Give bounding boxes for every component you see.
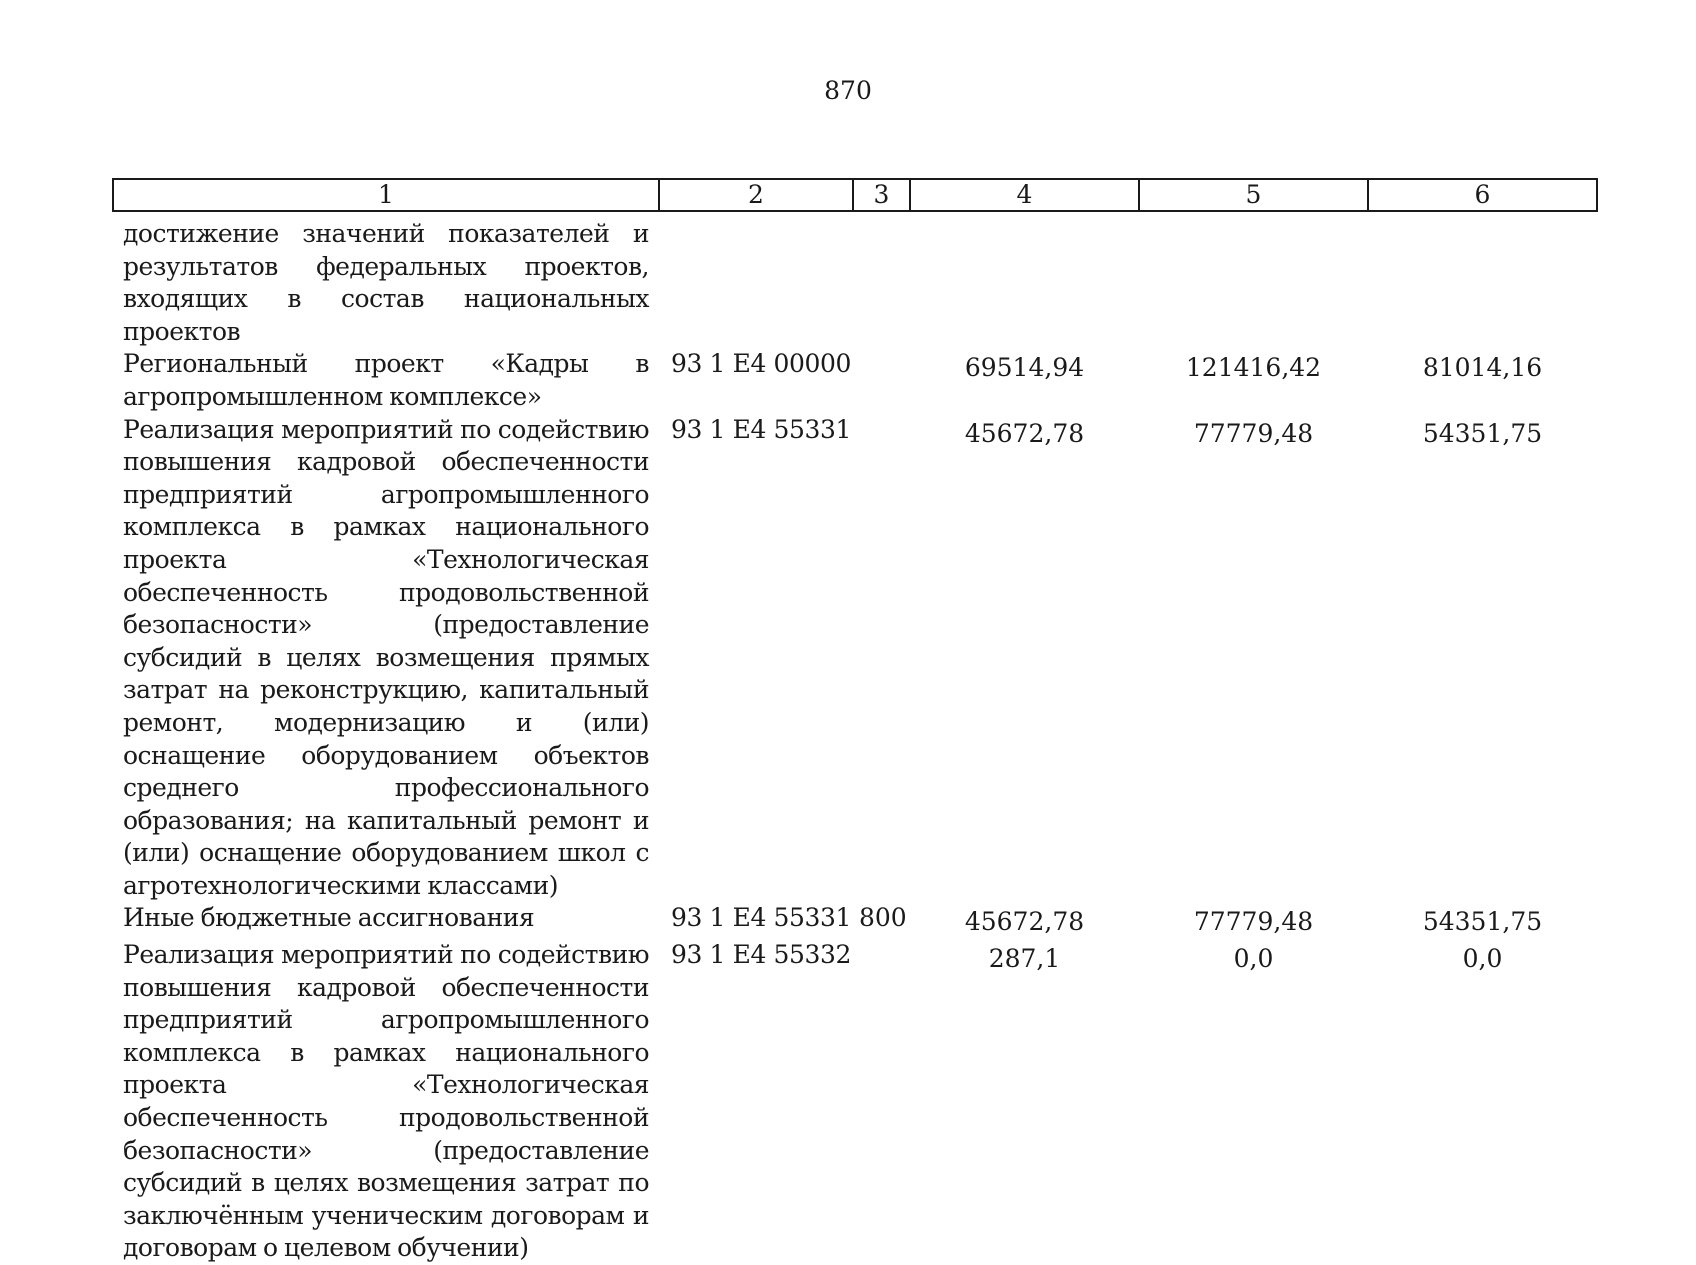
table-row xyxy=(113,348,1597,413)
row-value-4: 45672,78 xyxy=(964,907,1085,937)
row-value-6: 54351,75 xyxy=(1422,907,1543,937)
page-number: 870 xyxy=(824,76,872,105)
row-value-4: 287,1 xyxy=(988,944,1061,974)
row-code: 93 1 Е4 55331 xyxy=(671,414,852,444)
table-row xyxy=(113,211,1597,348)
budget-table xyxy=(112,178,1598,1265)
column-header: 1 xyxy=(113,179,659,211)
row-code: 93 1 Е4 00000 xyxy=(671,349,852,379)
row-value-5: 77779,48 xyxy=(1193,418,1314,448)
row-value-5 xyxy=(1139,211,1368,348)
row-value-5: 0,0 xyxy=(1233,944,1274,974)
column-header: 6 xyxy=(1368,179,1597,211)
row-name: достижение значений показателей и результатов федеральных проектов, входящих в состав национальных проектов xyxy=(123,219,649,346)
table-row xyxy=(113,939,1597,1265)
row-value-5: 121416,42 xyxy=(1185,353,1322,383)
row-value-6: 81014,16 xyxy=(1422,353,1543,383)
column-header: 5 xyxy=(1139,179,1368,211)
row-name: Реализация мероприятий по содействию повышения кадровой обеспеченности предприятий агропромышленного комплекса в рамках национального проекта «Технологическая обеспеченность продовольственной безопасности» (предоставление субсидий в целях возмещения прямых затрат на реконструкцию, капитальный ремонт, модернизацию и (или) оснащение оборудованием объектов среднего профессионального образования; на капитальный ремонт и (или) оснащение оборудованием школ с агротехнологическими классами) xyxy=(123,414,649,900)
row-value-4: 69514,94 xyxy=(964,353,1085,383)
row-code xyxy=(659,211,853,348)
row-value-4 xyxy=(910,211,1139,348)
row-value-6 xyxy=(1368,211,1597,348)
column-header: 4 xyxy=(910,179,1139,211)
row-expense-type xyxy=(853,348,910,413)
row-code: 93 1 Е4 55331 xyxy=(671,903,852,933)
row-name: Иные бюджетные ассигнования xyxy=(123,903,535,933)
table-row xyxy=(113,414,1597,903)
table-header xyxy=(113,179,1597,211)
table-body xyxy=(113,211,1597,1265)
row-expense-type xyxy=(853,211,910,348)
row-expense-type: 800 xyxy=(859,903,907,933)
column-header: 3 xyxy=(853,179,910,211)
row-value-5: 77779,48 xyxy=(1193,907,1314,937)
column-header: 2 xyxy=(659,179,853,211)
row-code: 93 1 Е4 55332 xyxy=(671,940,852,970)
row-value-4: 45672,78 xyxy=(964,418,1085,448)
row-name: Реализация мероприятий по содействию повышения кадровой обеспеченности предприятий агропромышленного комплекса в рамках национального проекта «Технологическая обеспеченность продовольственной безопасности» (предоставление субсидий в целях возмещения затрат по заключённым ученическим договорам и договорам о целевом обучении) xyxy=(123,940,649,1263)
header-row xyxy=(113,179,1597,211)
row-expense-type xyxy=(853,414,910,903)
row-expense-type xyxy=(853,939,910,1265)
row-value-6: 54351,75 xyxy=(1422,418,1543,448)
row-value-6: 0,0 xyxy=(1462,944,1503,974)
row-name: Региональный проект «Кадры в агропромышленном комплексе» xyxy=(123,349,649,411)
table-row xyxy=(113,902,1597,939)
